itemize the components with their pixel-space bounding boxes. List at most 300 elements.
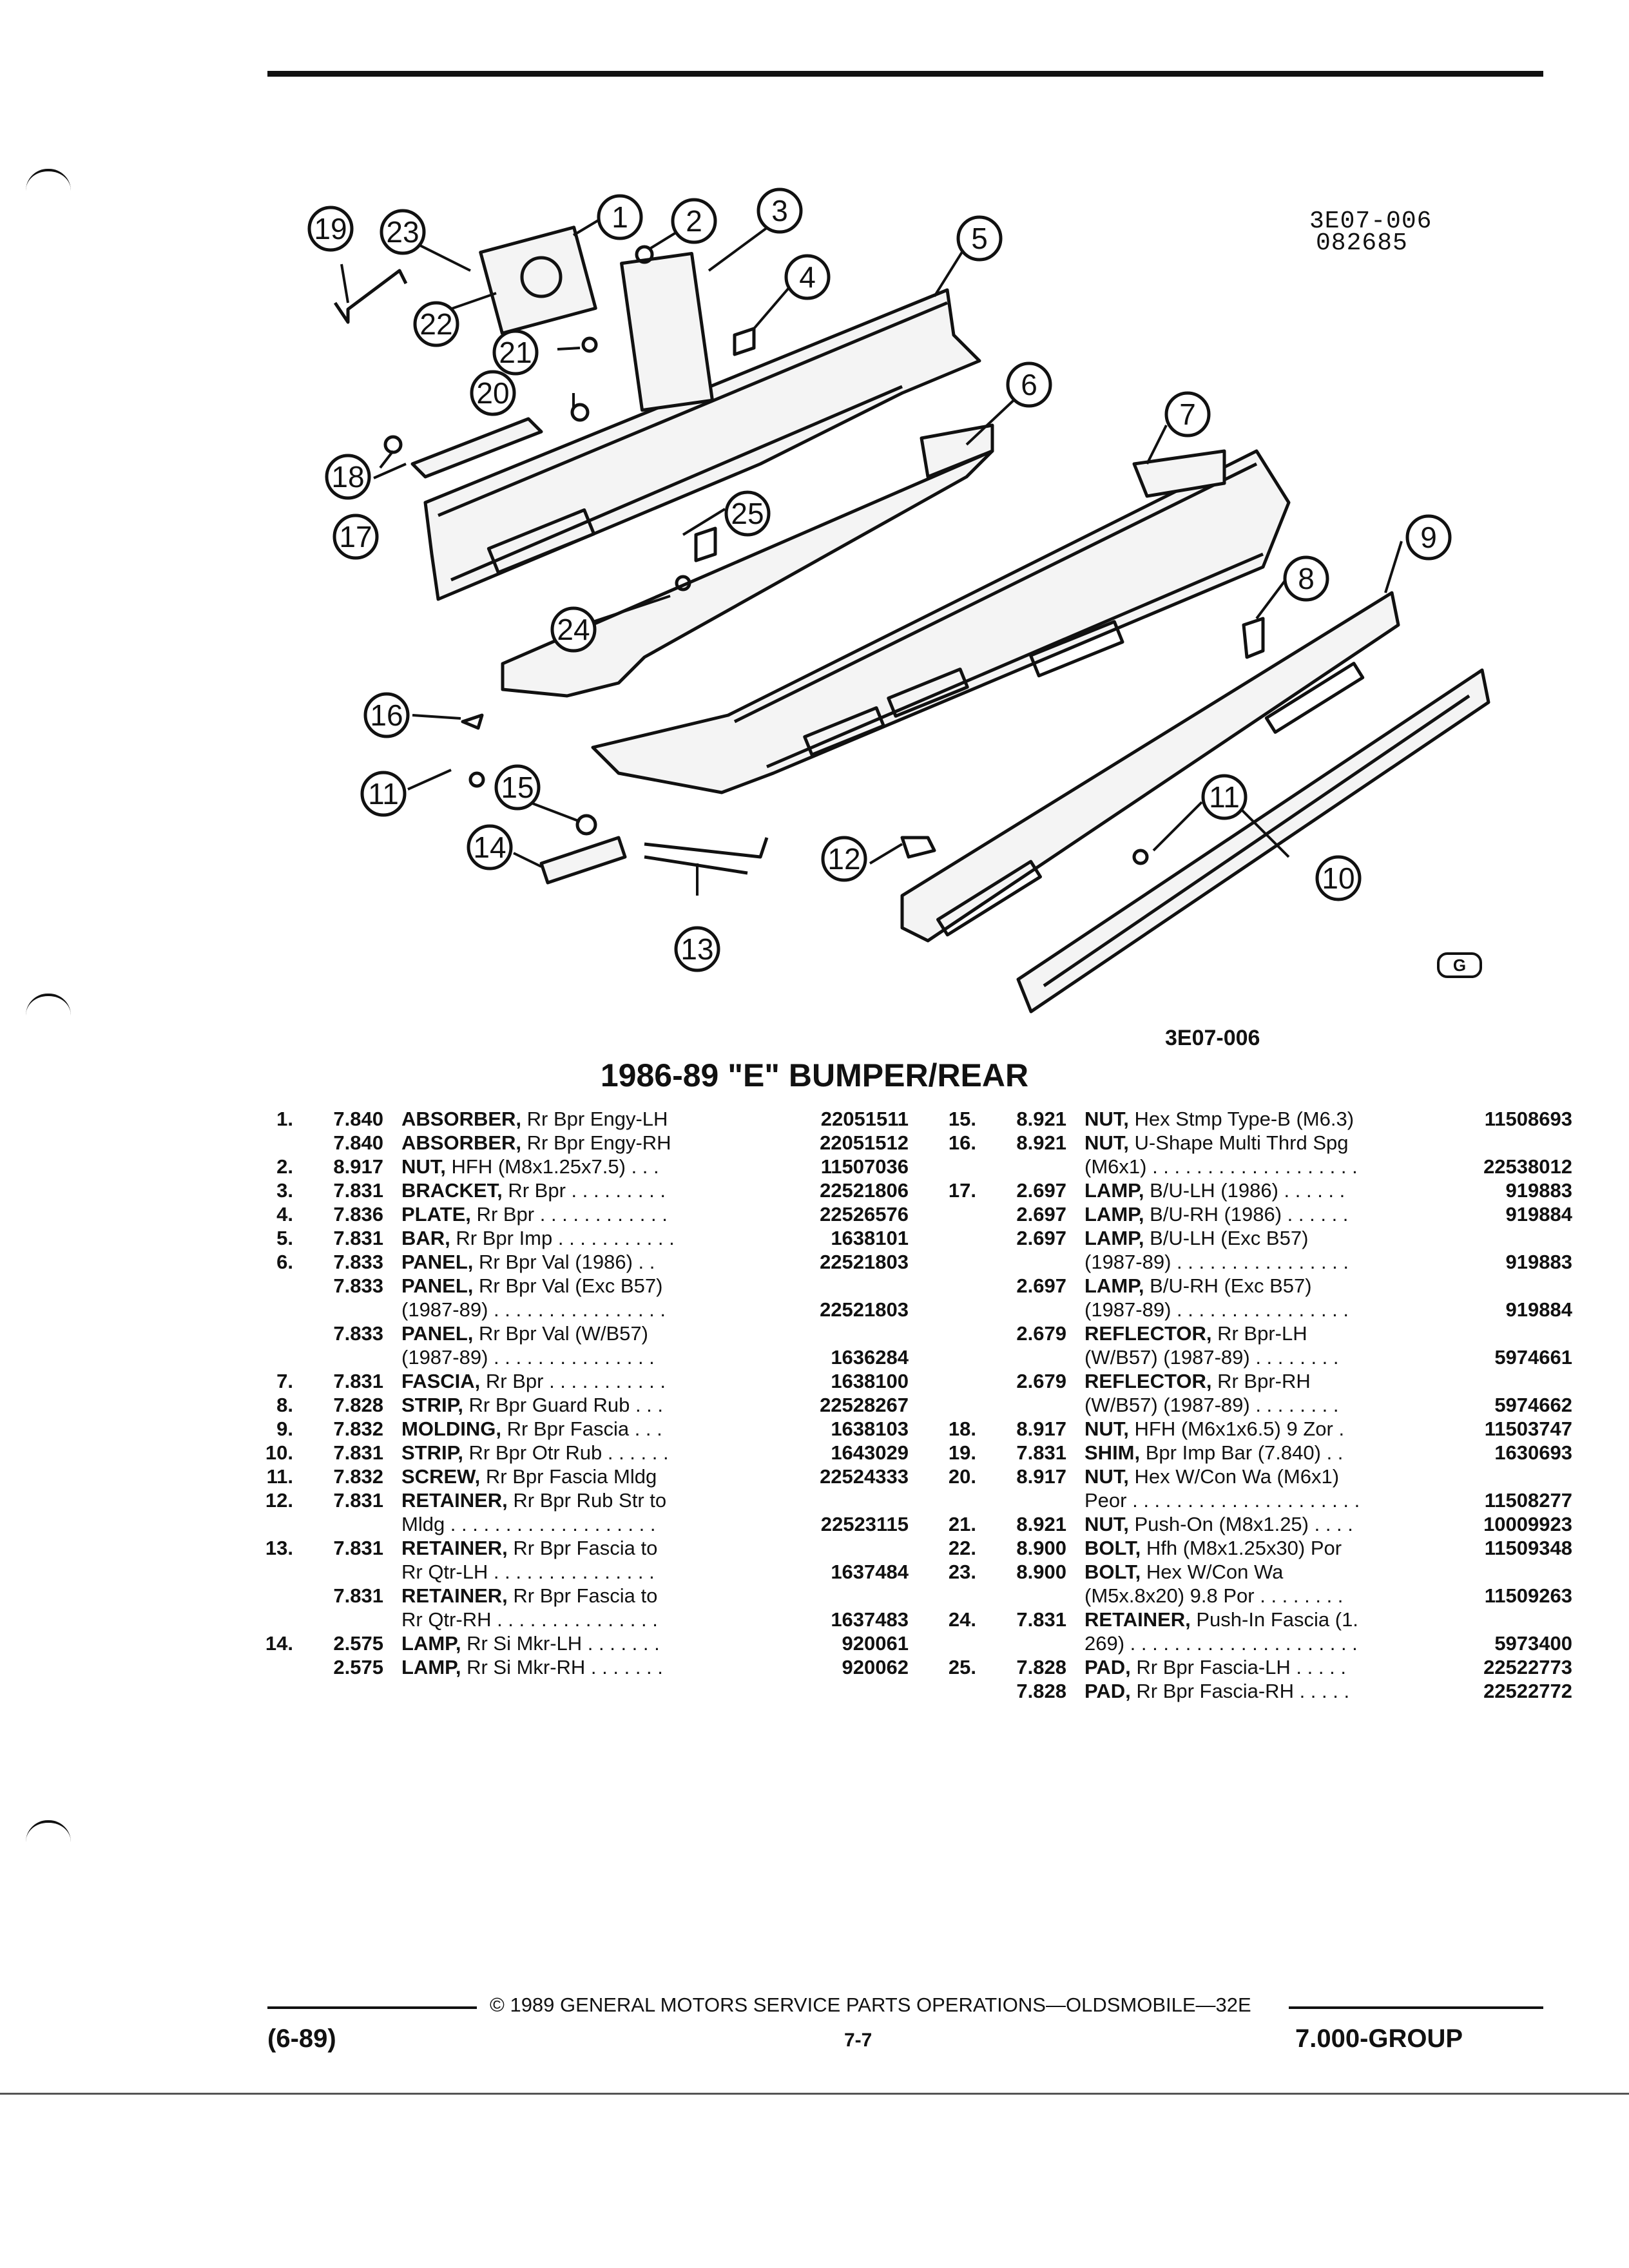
parts-list-row [928,1465,1572,1488]
group-code [293,1560,401,1584]
parts-list-left [245,1107,909,1679]
parts-list-row [928,1417,1572,1441]
part-detail: Rr Bpr Fascia . . . [501,1418,662,1440]
part-number: 5973400 [1494,1632,1572,1655]
group-code: 8.921 [1016,1108,1066,1130]
part-description [401,1107,760,1131]
svg-text:8: 8 [1298,562,1315,595]
parts-list-row [928,1679,1572,1703]
part-number: 22522773 [1483,1656,1572,1678]
item-number: 16. [948,1131,976,1154]
callout-16 [365,694,408,736]
parts-list-row [928,1274,1572,1298]
part-name: NUT, [1084,1131,1129,1154]
parts-list-row [245,1321,909,1345]
part-description [401,1417,760,1441]
svg-text:23: 23 [386,215,419,249]
group-code: 8.917 [333,1155,383,1178]
parts-list-row [928,1202,1572,1226]
item-number [928,1250,976,1274]
item-number [245,1560,293,1584]
part-description [1084,1369,1424,1393]
part-description [1084,1202,1424,1226]
item-number: 11. [266,1465,293,1488]
part-detail: Rr Bpr-LH [1211,1322,1307,1345]
part-description [1084,1298,1424,1321]
item-number: 21. [948,1513,976,1535]
group-code: 7.831 [333,1227,383,1249]
part-number: 1636284 [831,1346,909,1369]
callout-12 [823,838,865,880]
parts-list-row [245,1441,909,1465]
callout-23 [381,211,424,253]
part-name: STRIP, [401,1441,463,1464]
part-detail: Peor . . . . . . . . . . . . . . . . . . . . . [1084,1489,1360,1512]
part-description [1084,1155,1424,1178]
part-name: REFLECTOR, [1084,1322,1212,1345]
part-number: 920061 [842,1632,909,1655]
part-description [1084,1536,1424,1560]
page-number: 7-7 [844,2030,872,2051]
parts-list-row [245,1512,909,1536]
part-name: PAD, [1084,1680,1131,1702]
parts-list-row [245,1631,909,1655]
group-code [293,1512,401,1536]
parts-list-row [928,1560,1572,1584]
item-number [928,1345,976,1369]
item-number [928,1298,976,1321]
part-detail: Rr Si Mkr-LH . . . . . . . [461,1632,660,1655]
group-code: 2.697 [1016,1274,1066,1297]
parts-list-row [928,1608,1572,1631]
part-number: 1638100 [831,1370,909,1392]
part-name: SHIM, [1084,1441,1141,1464]
group-code: 7.828 [1016,1656,1066,1678]
parts-list-row [245,1250,909,1274]
parts-list-row [245,1560,909,1584]
parts-list-row [928,1512,1572,1536]
illustration-code-tag: 3E07-006 [1309,207,1432,235]
item-number [245,1655,293,1679]
group-code [293,1345,401,1369]
parts-list-row [928,1536,1572,1560]
item-number: 14. [265,1632,293,1655]
part-number [1424,1465,1572,1488]
parts-list-row [928,1226,1572,1250]
group-code: 7.831 [333,1489,383,1512]
part-description [1084,1321,1424,1345]
callout-8 [1285,557,1327,600]
part-number: 1638103 [831,1418,909,1440]
callout-21 [494,331,537,374]
part-description [1084,1417,1424,1441]
part-number: 22051511 [820,1108,909,1130]
part-name: NUT, [1084,1418,1129,1440]
part-detail: Rr Qtr-LH . . . . . . . . . . . . . . . [401,1561,655,1583]
part-description [401,1155,760,1178]
item-number: 13. [265,1537,293,1559]
part-detail: Rr Bpr Imp . . . . . . . . . . . [450,1227,675,1249]
group-code [976,1488,1084,1512]
part-description [401,1369,760,1393]
item-number [245,1131,293,1155]
item-number: 10. [265,1441,293,1464]
callout-1 [599,196,641,238]
group-code: 8.900 [1016,1561,1066,1583]
parts-list-row [928,1107,1572,1131]
part-detail: Rr Bpr Engy-RH [521,1131,671,1154]
callout-3 [758,189,801,232]
group-code: 8.917 [1016,1465,1066,1488]
svg-text:14: 14 [473,831,506,864]
part-description [401,1250,760,1274]
callout-22 [415,303,458,345]
part-number: 22524333 [820,1465,909,1488]
part-detail: Rr Bpr Val (Exc B57) [473,1274,663,1297]
parts-list-row [245,1202,909,1226]
part-name: PANEL, [401,1322,474,1345]
svg-text:25: 25 [731,497,764,530]
part-detail: HFH (M8x1.25x7.5) . . . [445,1155,659,1178]
part-name: FASCIA, [401,1370,481,1392]
part-name: BRACKET, [401,1179,503,1202]
part-name: PANEL, [401,1274,474,1297]
item-number: 23. [948,1561,976,1583]
group-code: 8.900 [1016,1537,1066,1559]
group-code [976,1155,1084,1178]
part-description [401,1655,760,1679]
group-code: 8.921 [1016,1131,1066,1154]
part-number: 5974661 [1494,1346,1572,1369]
part-detail: B/U-RH (1986) . . . . . . [1144,1203,1349,1225]
part-number: 22051512 [820,1131,909,1154]
part-name: NUT, [1084,1513,1129,1535]
part-number: 22523115 [820,1513,909,1535]
group-code: 7.828 [333,1394,383,1416]
part-number: 11509348 [1484,1537,1572,1559]
group-code: 2.575 [333,1656,383,1678]
part-description [401,1512,760,1536]
part-detail: Rr Bpr Fascia-RH . . . . . [1130,1680,1350,1702]
parts-list-right [928,1107,1572,1703]
parts-list-row [928,1298,1572,1321]
group-code: 2.575 [333,1632,383,1655]
item-number [928,1631,976,1655]
group-code: 8.921 [1016,1513,1066,1535]
part-number [1424,1226,1572,1250]
group-code: 8.917 [1016,1418,1066,1440]
callout-20 [472,372,514,414]
svg-text:15: 15 [501,771,534,804]
part-detail: Push-On (M8x1.25) . . . . [1128,1513,1353,1535]
part-name: RETAINER, [1084,1608,1191,1631]
part-name: LAMP, [401,1632,461,1655]
svg-text:7: 7 [1179,398,1196,431]
part-detail: Hfh (M8x1.25x30) Por [1141,1537,1342,1559]
part-name: RETAINER, [401,1584,508,1607]
parts-list-row [928,1488,1572,1512]
part-description [401,1560,760,1584]
group-code [976,1298,1084,1321]
part-number: 22521803 [820,1251,909,1273]
item-number: 8. [276,1394,293,1416]
group-code [976,1345,1084,1369]
parts-list-row [928,1131,1572,1155]
svg-text:18: 18 [331,460,365,494]
parts-list-row [245,1488,909,1512]
item-number [928,1488,976,1512]
part-description [401,1321,760,1345]
part-name: NUT, [401,1155,446,1178]
part-description [1084,1107,1424,1131]
copyright-notice: © 1989 GENERAL MOTORS SERVICE PARTS OPERATIONS—OLDSMOBILE—32E [490,1994,1251,2016]
item-number [245,1274,293,1298]
item-number [245,1512,293,1536]
svg-text:20: 20 [476,376,510,410]
part-detail: Rr Bpr Val (W/B57) [473,1322,648,1345]
parts-list-row [928,1369,1572,1393]
parts-list-row [928,1631,1572,1655]
item-number [928,1393,976,1417]
callout-17 [334,515,377,558]
group-code: 7.831 [333,1584,383,1607]
part-description [1084,1131,1424,1155]
svg-text:11: 11 [1209,780,1240,814]
part-description [401,1488,760,1512]
part-number: 919884 [1505,1203,1572,1225]
item-number [928,1274,976,1298]
side-marker-lamp [541,838,625,883]
item-number: 18. [948,1418,976,1440]
group-code: 7.833 [333,1251,383,1273]
parts-list-row [245,1465,909,1488]
parts-list-row [245,1369,909,1393]
part-name: PANEL, [401,1251,474,1273]
part-number: 11503747 [1484,1418,1572,1440]
svg-text:11: 11 [368,777,399,811]
part-number [1424,1369,1572,1393]
svg-text:10: 10 [1322,861,1355,895]
group-code: 7.832 [333,1418,383,1440]
svg-text:13: 13 [680,932,714,966]
part-name: NUT, [1084,1108,1129,1130]
part-number [760,1536,909,1560]
part-detail: Rr Bpr . . . . . . . . . . . . [470,1203,668,1225]
parts-list-row [245,1298,909,1321]
group-code [293,1298,401,1321]
svg-text:21: 21 [499,336,532,369]
svg-text:5: 5 [971,222,988,255]
group-code: 2.679 [1016,1370,1066,1392]
callout-5 [958,217,1001,260]
item-number: 5. [276,1227,293,1249]
part-description [1084,1345,1424,1369]
item-number: 3. [276,1179,293,1202]
part-detail: (W/B57) (1987-89) . . . . . . . . [1084,1394,1339,1416]
part-description [401,1536,760,1560]
bottom-rule [0,2093,1629,2095]
part-name: RETAINER, [401,1537,508,1559]
callout-25 [726,492,769,535]
item-number: 20. [948,1465,976,1488]
part-detail: Rr Bpr Val (1986) . . [473,1251,655,1273]
part-description [1084,1488,1424,1512]
part-name: PLATE, [401,1203,471,1225]
parts-list-row [245,1536,909,1560]
part-detail: Rr Bpr Engy-LH [521,1108,668,1130]
part-number [1424,1131,1572,1155]
part-detail: Rr Bpr Rub Str to [507,1489,667,1512]
part-number [1424,1608,1572,1631]
group-code [976,1631,1084,1655]
part-name: BOLT, [1084,1561,1141,1583]
part-description [401,1274,760,1298]
part-number: 22521806 [820,1179,909,1202]
part-name: LAMP, [1084,1179,1144,1202]
part-name: STRIP, [401,1394,463,1416]
group-code: 2.679 [1016,1322,1066,1345]
parts-list-row [245,1655,909,1679]
part-detail: Hex W/Con Wa [1141,1561,1284,1583]
group-code: 7.831 [1016,1608,1066,1631]
part-detail: Rr Bpr . . . . . . . . . [502,1179,666,1202]
group-code: 2.697 [1016,1203,1066,1225]
item-number [245,1608,293,1631]
part-description [401,1131,760,1155]
part-name: REFLECTOR, [1084,1370,1212,1392]
item-number: 15. [948,1108,976,1130]
part-number: 22538012 [1483,1155,1572,1178]
parts-list-row [928,1393,1572,1417]
callout-18 [327,456,369,498]
part-detail: (1987-89) . . . . . . . . . . . . . . . . [1084,1251,1349,1273]
group-code: 7.831 [333,1370,383,1392]
part-number: 919884 [1505,1298,1572,1321]
part-detail: Rr Bpr Fascia Mldg [480,1465,657,1488]
part-description [401,1202,760,1226]
part-detail: Mldg . . . . . . . . . . . . . . . . . . . [401,1513,656,1535]
part-number [760,1274,909,1298]
item-number: 1. [276,1108,293,1130]
item-number: 6. [276,1251,293,1273]
svg-text:12: 12 [827,842,861,876]
part-name: NUT, [1084,1465,1129,1488]
part-name: RETAINER, [401,1489,508,1512]
part-number: 920062 [842,1656,909,1678]
group-code [293,1608,401,1631]
parts-list-row [245,1274,909,1298]
svg-text:1: 1 [612,200,628,234]
part-description [401,1298,760,1321]
part-detail: Push-In Fascia (1. [1190,1608,1358,1631]
part-number: 919883 [1505,1179,1572,1202]
part-detail: (W/B57) (1987-89) . . . . . . . . [1084,1346,1339,1369]
group-code: 7.840 [333,1108,383,1130]
part-number: 22528267 [820,1394,909,1416]
parts-list-row [245,1393,909,1417]
part-number: 11509263 [1484,1584,1572,1607]
item-number: 4. [276,1203,293,1225]
part-number: 11508277 [1484,1489,1572,1512]
part-number: 11508693 [1484,1108,1572,1130]
item-number: 2. [276,1155,293,1178]
item-number [928,1321,976,1345]
item-number: 17. [948,1179,976,1202]
part-number: 919883 [1505,1251,1572,1273]
energy-absorber [481,227,596,333]
part-description [401,1608,760,1631]
part-detail: (M6x1) . . . . . . . . . . . . . . . . . . . [1084,1155,1358,1178]
svg-text:3: 3 [771,194,788,227]
part-description [1084,1226,1424,1250]
group-code: 2.697 [1016,1227,1066,1249]
part-detail: Bpr Imp Bar (7.840) . . [1140,1441,1344,1464]
part-detail: HFH (M6x1x6.5) 9 Zor . [1128,1418,1345,1440]
callout-15 [496,766,539,809]
svg-text:6: 6 [1021,368,1037,401]
svg-text:24: 24 [557,613,590,646]
part-number [760,1488,909,1512]
bumper-bracket [622,253,713,410]
svg-text:4: 4 [799,260,816,294]
part-description [401,1226,760,1250]
group-code [976,1393,1084,1417]
footer-rule-left [267,2006,477,2009]
callout-4 [786,256,829,298]
svg-text:22: 22 [419,307,453,341]
part-name: BOLT, [1084,1537,1141,1559]
part-name: ABSORBER, [401,1131,522,1154]
group-code [976,1584,1084,1608]
group-code: 7.832 [333,1465,383,1488]
group-code: 2.697 [1016,1179,1066,1202]
part-name: LAMP, [1084,1274,1144,1297]
svg-text:16: 16 [370,698,403,732]
part-description [1084,1441,1424,1465]
item-number [928,1369,976,1393]
part-description [401,1631,760,1655]
part-description [1084,1560,1424,1584]
part-name: LAMP, [1084,1227,1144,1249]
callout-11b [1203,776,1246,818]
callout-13 [676,928,718,970]
part-description [401,1441,760,1465]
part-detail: Rr Bpr Fascia to [507,1584,658,1607]
exploded-parts-diagram [0,0,1629,1095]
fascia-retainer [644,838,767,873]
part-description [401,1584,760,1608]
part-name: BAR, [401,1227,450,1249]
callout-7 [1166,393,1209,436]
callout-14 [468,826,511,869]
part-number: 1643029 [831,1441,909,1464]
part-description [1084,1655,1424,1679]
item-number [928,1155,976,1178]
illustration-date-code: 082685 [1316,229,1408,257]
part-detail: Rr Bpr Fascia to [507,1537,658,1559]
item-number [928,1584,976,1608]
item-number: 12. [265,1489,293,1512]
parts-list-row [928,1441,1572,1465]
part-name: ABSORBER, [401,1108,522,1130]
part-number: 1638101 [831,1227,909,1249]
callout-19 [309,207,352,250]
part-detail: Hex W/Con Wa (M6x1) [1128,1465,1340,1488]
parts-list-row [928,1178,1572,1202]
part-number: 22526576 [820,1203,909,1225]
part-detail: Rr Bpr Fascia-LH . . . . . [1130,1656,1346,1678]
part-number [1424,1321,1572,1345]
